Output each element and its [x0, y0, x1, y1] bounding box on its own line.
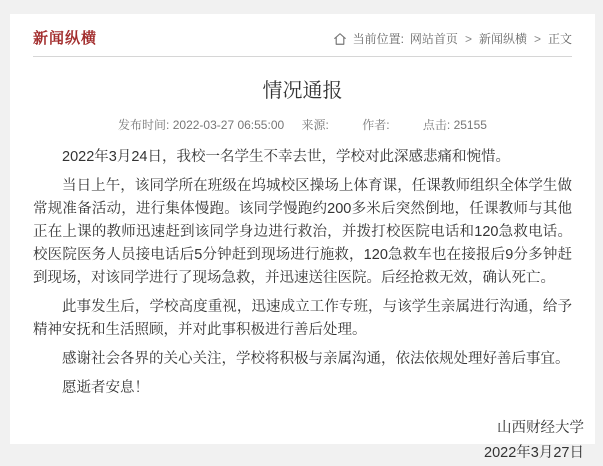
article	[33, 57, 572, 466]
article-source: 来源:	[302, 118, 345, 132]
card-header	[33, 14, 572, 57]
article-paragraph: 2022年3月24日，我校一名学生不幸去世，学校对此深感悲痛和惋惜。	[33, 146, 572, 169]
article-body	[33, 146, 572, 400]
signature-date: 2022年3月27日	[33, 441, 584, 466]
article-card	[10, 14, 595, 444]
signature-block	[33, 416, 584, 466]
signature-org: 山西财经大学	[33, 416, 584, 441]
home-icon	[333, 32, 347, 46]
article-paragraph: 愿逝者安息！	[33, 377, 572, 400]
breadcrumb-separator: >	[465, 32, 472, 46]
breadcrumb	[333, 30, 572, 48]
article-paragraph: 当日上午，该同学所在班级在坞城校区操场上体育课，任课教师组织全体学生做常规准备活动，进行集体慢跑。该同学慢跑约200多米后突然倒地，任课教师与其他正在上课的教师迅速赶到该同学身边进行救治，并拨打校医院电话和120急救电话。校医院医务人员接电话后5分钟赶到现场进行施救，120急救车也在接报后9分多钟赶到现场，对该同学进行了现场急救，并迅速送往医院。后经抢救无效，确认死亡。	[33, 175, 572, 290]
article-meta	[33, 116, 572, 133]
publish-time: 发布时间: 2022-03-27 06:55:00	[118, 118, 284, 132]
article-clicks: 点击: 25155	[423, 118, 487, 132]
breadcrumb-item-current: 正文	[548, 30, 572, 47]
article-paragraph: 此事发生后，学校高度重视，迅速成立工作专班，与该学生亲属进行沟通，给予精神安抚和生活照顾，并对此事积极进行善后处理。	[33, 296, 572, 342]
article-title: 情况通报	[33, 74, 572, 103]
breadcrumb-label: 当前位置:	[353, 30, 404, 47]
breadcrumb-item-section[interactable]: 新闻纵横	[479, 30, 527, 47]
article-paragraph: 感谢社会各界的关心关注，学校将积极与亲属沟通，依法依规处理好善后事宜。	[33, 348, 572, 371]
section-title: 新闻纵横	[33, 27, 97, 48]
breadcrumb-separator: >	[534, 32, 541, 46]
article-author: 作者:	[362, 118, 405, 132]
breadcrumb-item-home[interactable]: 网站首页	[410, 30, 458, 47]
